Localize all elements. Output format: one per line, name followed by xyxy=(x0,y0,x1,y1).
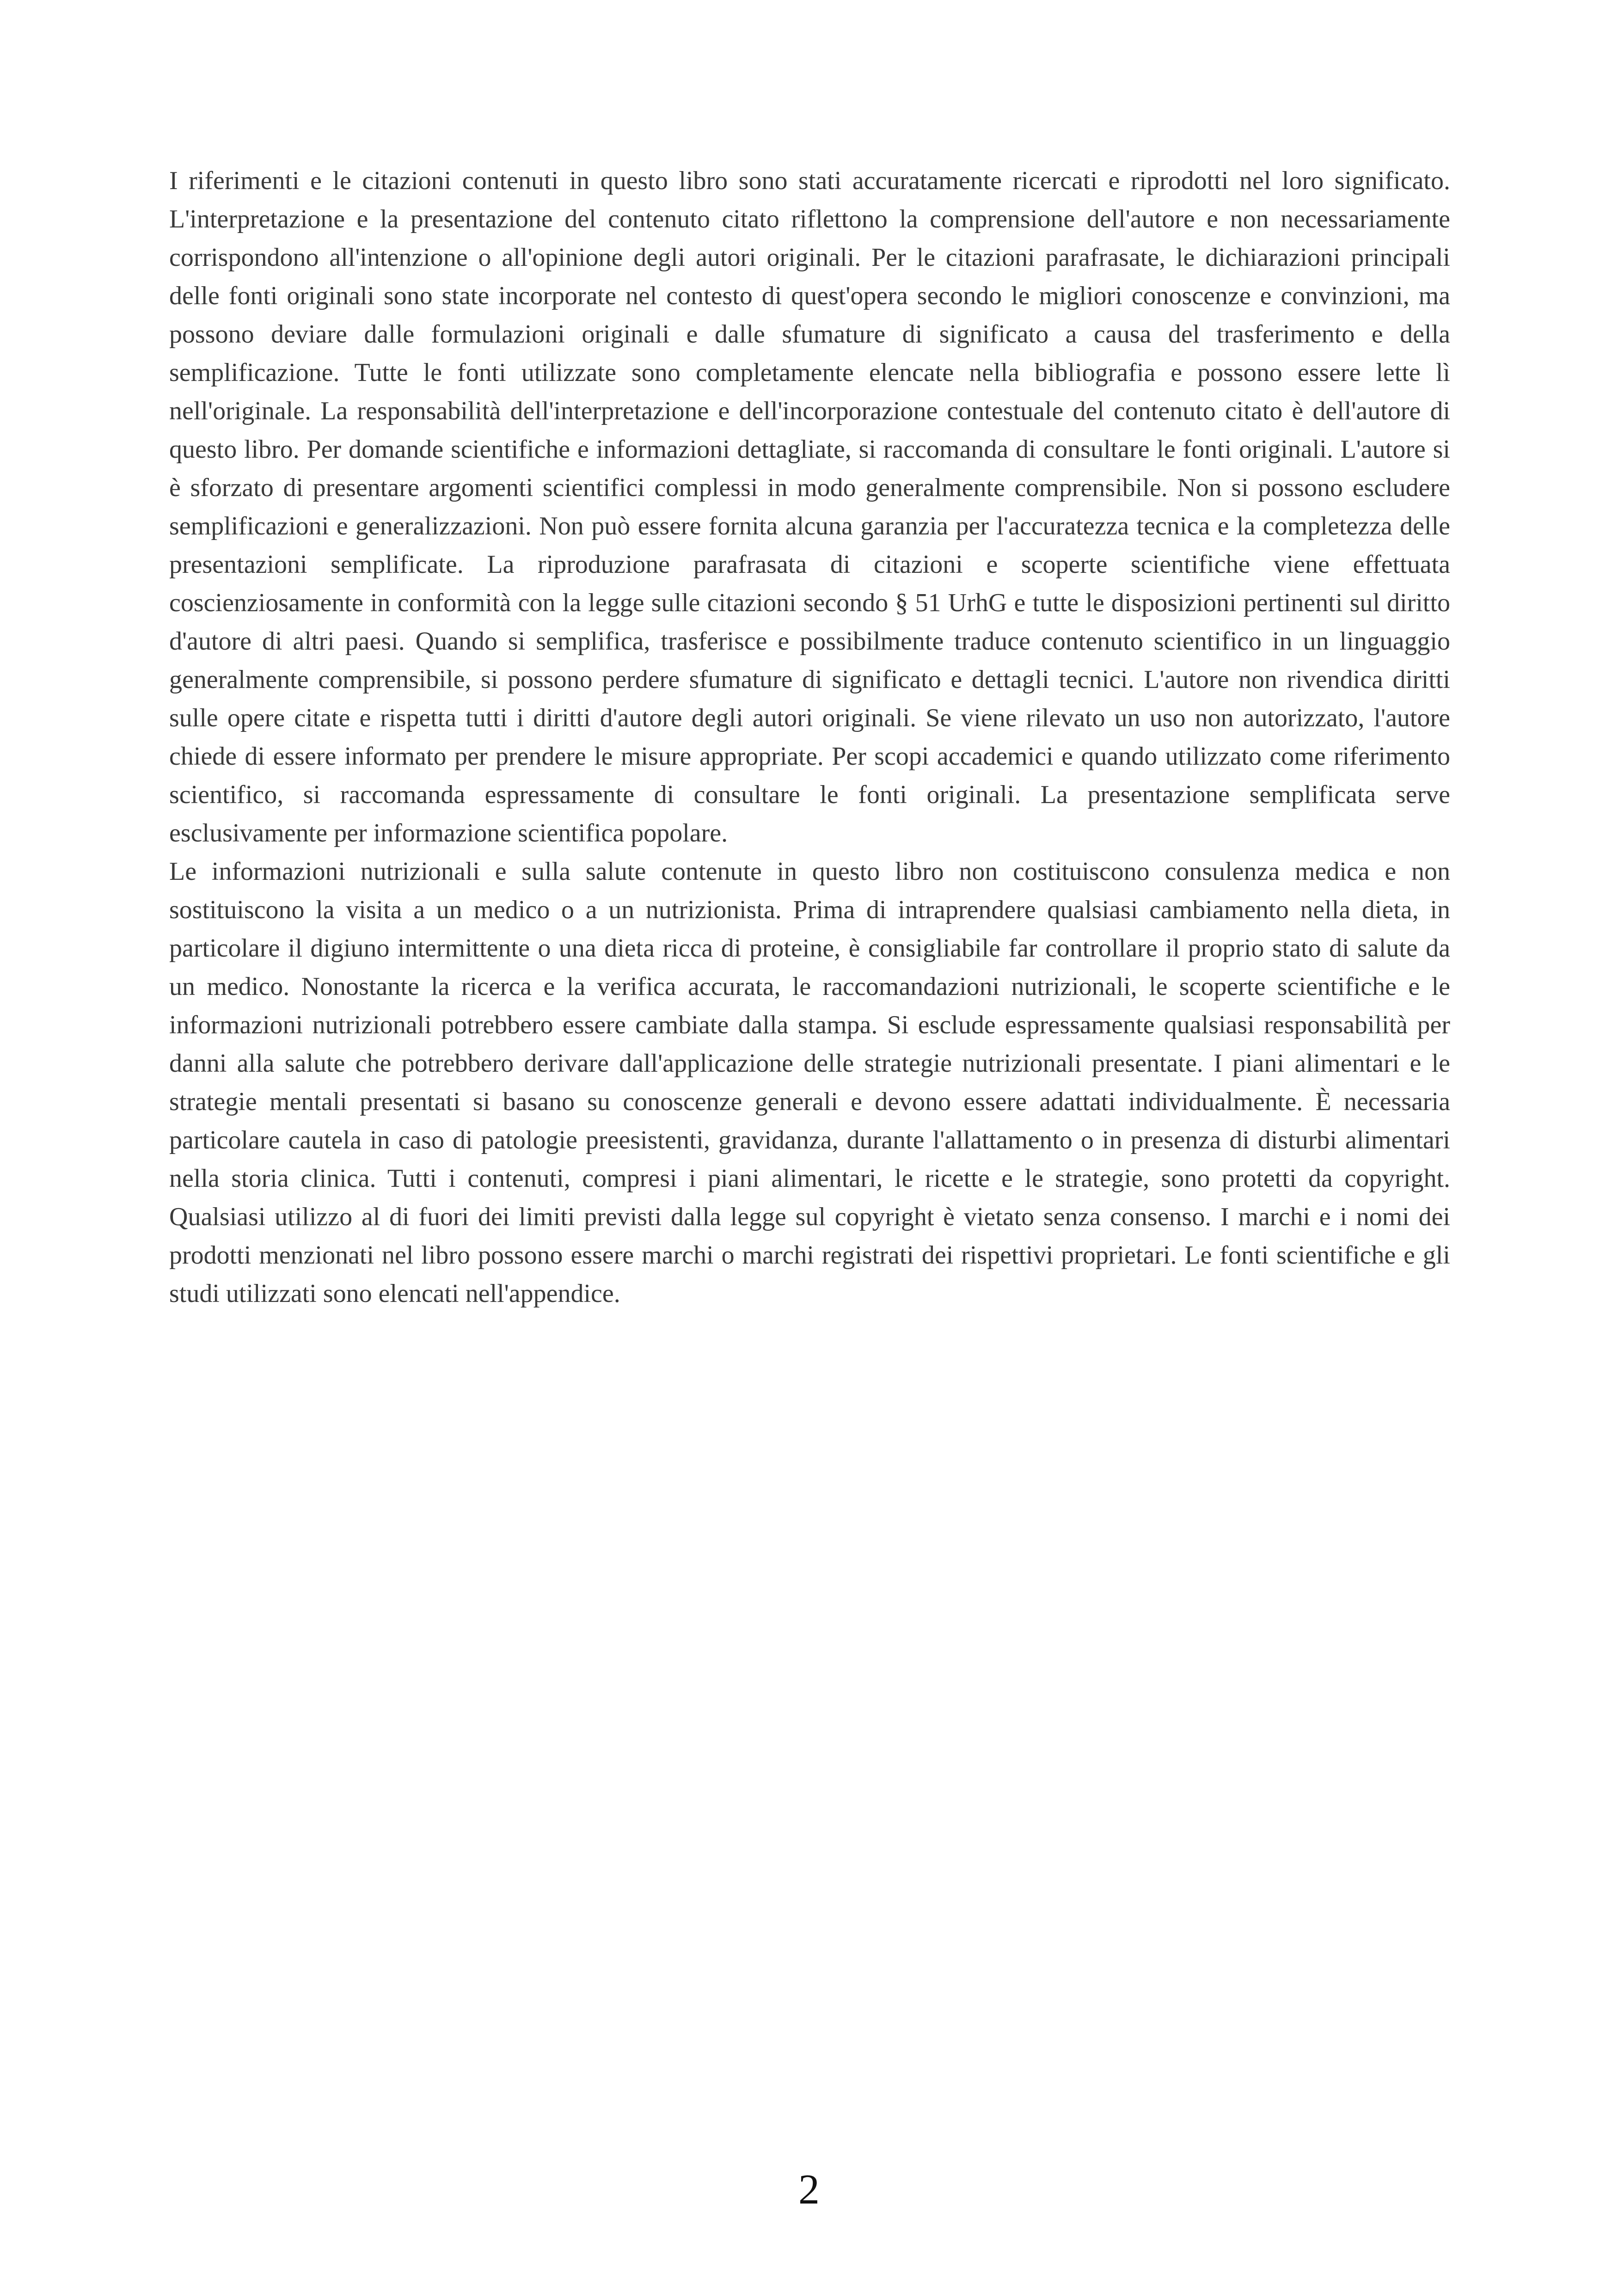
paragraph-citations-disclaimer: I riferimenti e le citazioni contenuti in questo libro sono stati accuratamente ricercati e riprodotti nel loro significato. L'interpretazione e la presentazione del contenuto citato riflettono la comprensione dell'autore e non necessariamente corrispondono all'intenzione o all'opinione degli autori originali. Per le citazioni parafrasate, le dichiarazioni principali delle fonti originali sono state incorporate nel contesto di quest'opera secondo le migliori conoscenze e convinzioni, ma possono deviare dalle formulazioni originali e dalle sfumature di significato a causa del trasferimento e della semplificazione. Tutte le fonti utilizzate sono completamente elencate nella bibliografia e possono essere lette lì nell'originale. La responsabilità dell'interpretazione e dell'incorporazione contestuale del contenuto citato è dell'autore di questo libro. Per domande scientifiche e informazioni dettagliate, si raccomanda di consultare le fonti originali. L'autore si è sforzato di presentare argomenti scientifici complessi in modo generalmente comprensibile. Non si possono escludere semplificazioni e generalizzazioni. Non può essere fornita alcuna garanzia per l'accuratezza tecnica e la completezza delle presentazioni semplificate. La riproduzione parafrasata di citazioni e scoperte scientifiche viene effettuata coscienziosamente in conformità con la legge sulle citazioni secondo § 51 UrhG e tutte le disposizioni pertinenti sul diritto d'autore di altri paesi. Quando si semplifica, trasferisce e possibilmente traduce contenuto scientifico in un linguaggio generalmente comprensibile, si possono perdere sfumature di significato e dettagli tecnici. L'autore non rivendica diritti sulle opere citate e rispetta tutti i diritti d'autore degli autori originali. Se viene rilevato un uso non autorizzato, l'autore chiede di essere informato per prendere le misure appropriate. Per scopi accademici e quando utilizzato come riferimento scientifico, si raccomanda espressamente di consultare le fonti originali. La presentazione semplificata serve esclusivamente per informazione scientifica popolare. xyxy=(169,166,1450,847)
paragraph-health-disclaimer: Le informazioni nutrizionali e sulla salute contenute in questo libro non costituiscono consulenza medica e non sostituiscono la visita a un medico o a un nutrizionista. Prima di intraprendere qualsiasi cambiamento nella dieta, in particolare il digiuno intermittente o una dieta ricca di proteine, è consigliabile far controllare il proprio stato di salute da un medico. Nonostante la ricerca e la verifica accurata, le raccomandazioni nutrizionali, le scoperte scientifiche e le informazioni nutrizionali potrebbero essere cambiate dalla stampa. Si esclude espressamente qualsiasi responsabilità per danni alla salute che potrebbero derivare dall'applicazione delle strategie nutrizionali presentate. I piani alimentari e le strategie mentali presentati si basano su conoscenze generali e devono essere adattati individualmente. È necessaria particolare cautela in caso di patologie preesistenti, gravidanza, durante l'allattamento o in presenza di disturbi alimentari nella storia clinica. Tutti i contenuti, compresi i piani alimentari, le ricette e le strategie, sono protetti da copyright. Qualsiasi utilizzo al di fuori dei limiti previsti dalla legge sul copyright è vietato senza consenso. I marchi e i nomi dei prodotti menzionati nel libro possono essere marchi o marchi registrati dei rispettivi proprietari. Le fonti scientifiche e gli studi utilizzati sono elencati nell'appendice. xyxy=(169,857,1450,1308)
page-number: 2 xyxy=(798,2166,820,2213)
body-text xyxy=(169,162,1450,1313)
